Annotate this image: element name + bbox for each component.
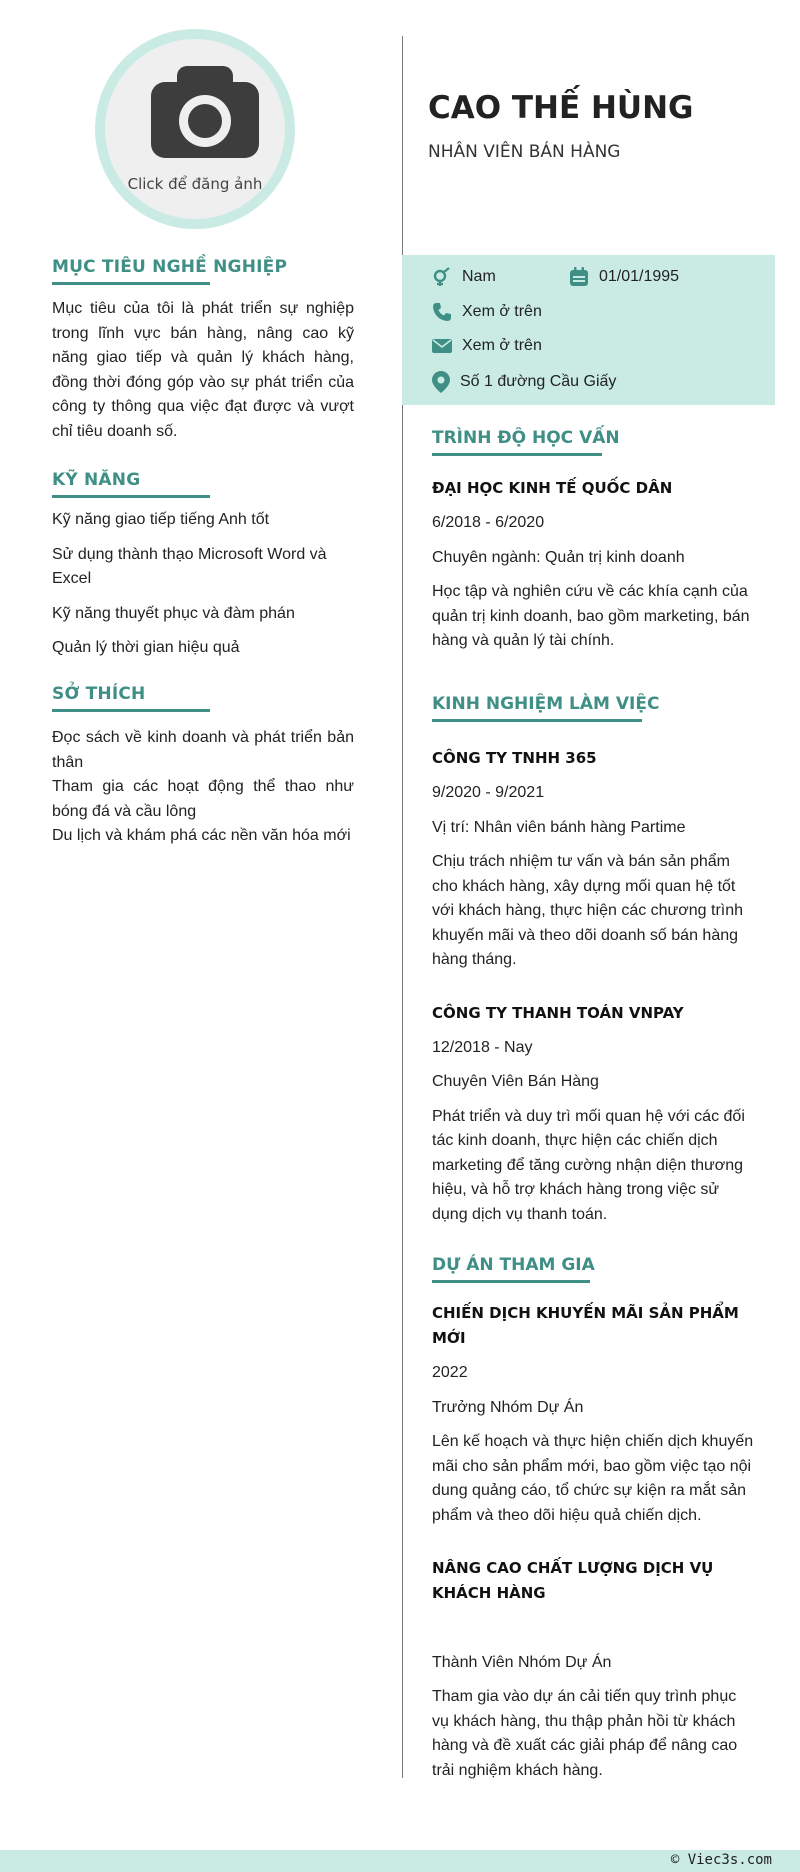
projects-title: DỰ ÁN THAM GIA — [432, 1255, 595, 1275]
address-row — [432, 371, 616, 393]
project-year: 2022 — [432, 1364, 468, 1381]
birthday-value: 01/01/1995 — [599, 268, 680, 285]
hobbies-title: SỞ THÍCH — [52, 684, 146, 704]
experience-underline — [432, 719, 642, 722]
project-name: CHIẾN DỊCH KHUYẾN MÃI SẢN PHẨM MỚI — [432, 1304, 739, 1347]
avatar-placeholder — [105, 39, 285, 219]
skill-item: Kỹ năng thuyết phục và đàm phán — [52, 604, 295, 622]
phone-row — [432, 302, 542, 322]
footer-bar — [0, 1850, 800, 1872]
candidate-name: CAO THẾ HÙNG — [428, 90, 694, 126]
job-position: Chuyên Viên Bán Hàng — [432, 1073, 599, 1090]
education-period: 6/2018 - 6/2020 — [432, 514, 545, 531]
hobby-item: Đọc sách về kinh doanh và phát triển bản thân — [52, 729, 354, 771]
objective-underline — [52, 282, 210, 285]
company-name: CÔNG TY TNHH 365 — [432, 749, 597, 767]
education-desc: Học tập và nghiên cứu về các khía cạnh của quản trị kinh doanh, bao gồm marketing, bán hàng và quản lý tài chính. — [432, 583, 750, 649]
project-name: NÂNG CAO CHẤT LƯỢNG DỊCH VỤ KHÁCH HÀNG — [432, 1559, 714, 1602]
projects-underline — [432, 1280, 590, 1283]
skills-title: KỸ NĂNG — [52, 470, 141, 490]
experience-section — [432, 694, 757, 1227]
hobby-item: Du lịch và khám phá các nền văn hóa mới — [52, 827, 351, 844]
objective-section — [52, 257, 354, 444]
hobbies-section — [52, 684, 354, 849]
birthday-row — [569, 267, 679, 287]
projects-section — [432, 1255, 757, 1783]
hobby-item: Tham gia các hoạt động thể thao như bóng đá và cầu lông — [52, 778, 354, 820]
education-major: Chuyên ngành: Quản trị kinh doanh — [432, 548, 685, 566]
project-desc: Tham gia vào dự án cải tiến quy trình phục vụ khách hàng, thu thập phản hồi từ khách hàng và đề xuất các giải pháp để nâng cao trải nghiệm khách hàng. — [432, 1688, 738, 1779]
gender-row — [432, 267, 496, 287]
job-desc: Phát triển và duy trì mối quan hệ với các đối tác kinh doanh, thực hiện các chiến dịch marketing để tăng cường nhận diện thương hiệu, và hỗ trợ khách hàng trong việc sử dụng dịch vụ thanh toán. — [432, 1107, 745, 1223]
school-name: ĐẠI HỌC KINH TẾ QUỐC DÂN — [432, 479, 673, 497]
skill-item: Kỹ năng giao tiếp tiếng Anh tốt — [52, 511, 270, 528]
phone-icon — [432, 302, 452, 322]
footer-credit: © Viec3s.com — [670, 1852, 772, 1868]
candidate-role: NHÂN VIÊN BÁN HÀNG — [428, 142, 621, 162]
project-desc: Lên kế hoạch và thực hiện chiến dịch khuyến mãi cho sản phẩm mới, bao gồm việc tạo nội dung quảng cáo, tổ chức sự kiện ra mắt sản phẩm và theo dõi hiệu quả chiến dịch. — [432, 1433, 754, 1524]
contact-box — [402, 255, 775, 405]
email-value: Xem ở trên — [462, 337, 542, 354]
job-desc: Chịu trách nhiệm tư vấn và bán sản phẩm cho khách hàng, xây dựng mối quan hệ tốt với khách hàng, thực hiện các chương trình khuyến mãi và theo dõi doanh số bán hàng hàng tháng. — [432, 853, 744, 968]
education-title: TRÌNH ĐỘ HỌC VẤN — [432, 428, 620, 448]
avatar-caption: Click để đăng ảnh — [127, 175, 263, 193]
education-section — [432, 428, 757, 654]
job-period: 12/2018 - Nay — [432, 1038, 533, 1056]
company-name: CÔNG TY THANH TOÁN VNPAY — [432, 1003, 684, 1022]
address-value: Số 1 đường Cầu Giấy — [460, 373, 617, 390]
education-underline — [432, 453, 602, 456]
objective-text: Mục tiêu của tôi là phát triển sự nghiệp trong lĩnh vực bán hàng, nâng cao kỹ năng giao tiếp và quản lý khách hàng, đồng thời đóng góp vào sự phát triển của công ty thông qua việc đạt được và vượt chỉ tiêu doanh số. — [52, 300, 354, 440]
project-role: Trưởng Nhóm Dự Án — [432, 1398, 584, 1416]
job-position: Vị trí: Nhân viên bánh hàng Partime — [432, 818, 686, 836]
experience-title: KINH NGHIỆM LÀM VIỆC — [432, 694, 660, 714]
hobbies-underline — [52, 709, 210, 712]
skills-underline — [52, 495, 210, 498]
avatar-upload[interactable] — [95, 29, 295, 229]
gender-value: Nam — [462, 268, 496, 285]
email-row — [432, 337, 542, 355]
skill-item: Quản lý thời gian hiệu quả — [52, 639, 240, 656]
skills-section — [52, 470, 354, 661]
location-pin-icon — [432, 371, 450, 393]
project-year — [432, 1616, 757, 1641]
objective-title: MỤC TIÊU NGHỀ NGHIỆP — [52, 257, 288, 277]
camera-icon — [151, 64, 261, 159]
project-role: Thành Viên Nhóm Dự Án — [432, 1653, 612, 1671]
calendar-icon — [569, 267, 589, 287]
gender-icon — [432, 267, 452, 287]
skill-item: Sử dụng thành thạo Microsoft Word và Excel — [52, 545, 327, 587]
job-period: 9/2020 - 9/2021 — [432, 784, 545, 801]
mail-icon — [432, 338, 452, 354]
phone-value: Xem ở trên — [462, 303, 542, 320]
